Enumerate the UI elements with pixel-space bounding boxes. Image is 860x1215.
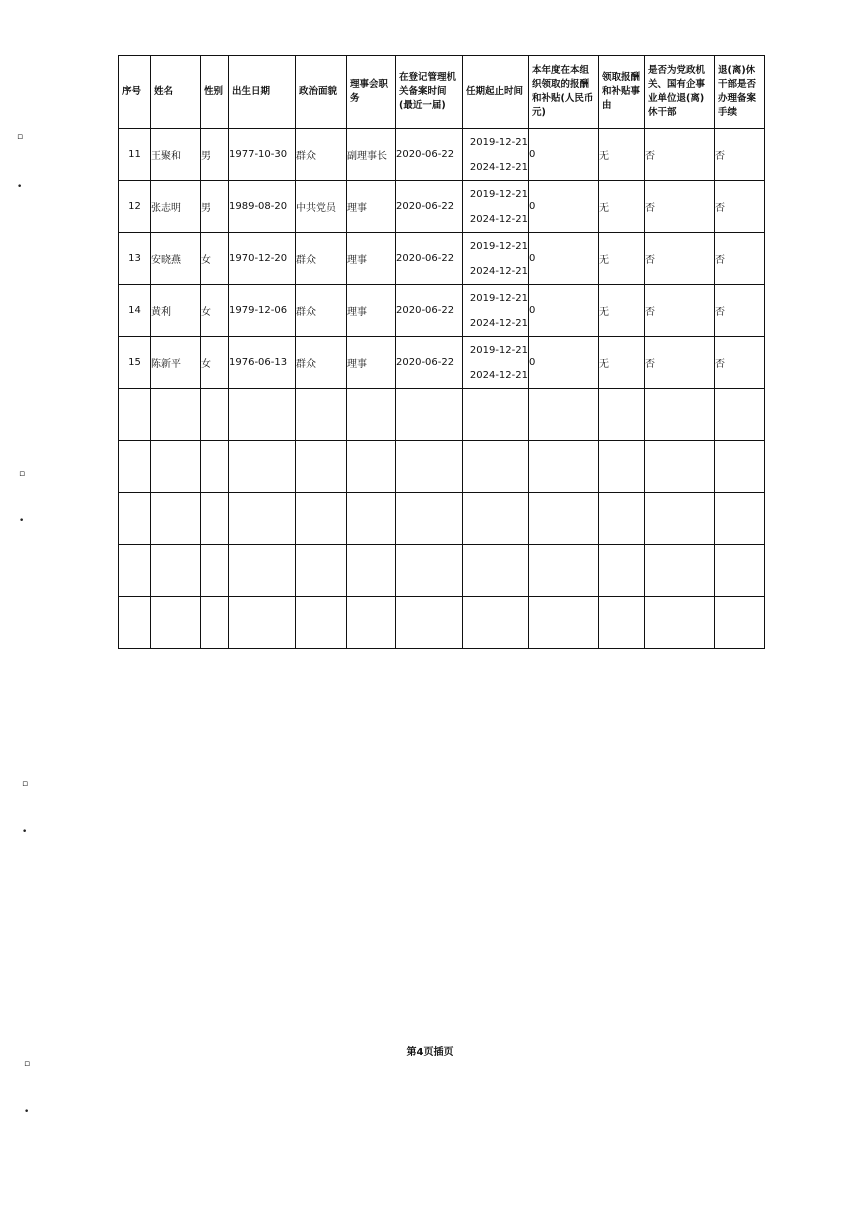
cell-name: 张志明	[151, 181, 201, 233]
header-cell: 任期起止时间	[463, 56, 529, 129]
cell-birth: 1977-10-30	[229, 129, 296, 181]
cell-no: 13	[119, 233, 151, 285]
cell-pay: 0	[529, 181, 599, 233]
cell-term	[463, 285, 529, 337]
header-cell: 本年度在本组织领取的报酬和补贴(人民币元)	[529, 56, 599, 129]
table-row	[119, 285, 765, 337]
scan-mark: ▫	[24, 1059, 31, 1069]
binding-hole-dot: •	[17, 182, 23, 192]
header-cell: 姓名	[151, 56, 201, 129]
cell-political: 群众	[296, 337, 347, 389]
cell-filing: 否	[715, 285, 765, 337]
scan-mark: ▫	[17, 132, 24, 142]
cell-gender: 女	[201, 233, 229, 285]
empty-table-row	[119, 545, 765, 597]
cell-reason: 无	[599, 233, 645, 285]
empty-table-row	[119, 493, 765, 545]
empty-table-row	[119, 597, 765, 649]
cell-reason: 无	[599, 337, 645, 389]
term-start: 2019-12-21	[469, 344, 528, 356]
cell-pay: 0	[529, 233, 599, 285]
cell-filing: 否	[715, 181, 765, 233]
term-start: 2019-12-21	[469, 136, 528, 148]
cell-position: 副理事长	[347, 129, 396, 181]
cell-birth: 1989-08-20	[229, 181, 296, 233]
term-end: 2024-12-21	[469, 317, 528, 329]
term-end: 2024-12-21	[469, 265, 528, 277]
cell-filing: 否	[715, 233, 765, 285]
cell-term	[463, 129, 529, 181]
cell-position: 理事	[347, 233, 396, 285]
cell-name: 黄利	[151, 285, 201, 337]
cell-name: 安晓燕	[151, 233, 201, 285]
table-row	[119, 181, 765, 233]
cell-retired: 否	[645, 129, 715, 181]
cell-no: 11	[119, 129, 151, 181]
header-cell: 政治面貌	[296, 56, 347, 129]
cell-political: 中共党员	[296, 181, 347, 233]
cell-no: 12	[119, 181, 151, 233]
term-start: 2019-12-21	[469, 188, 528, 200]
header-cell: 领取报酬和补贴事由	[599, 56, 645, 129]
cell-reason: 无	[599, 181, 645, 233]
council-members-table	[118, 55, 765, 649]
cell-pay: 0	[529, 285, 599, 337]
cell-term	[463, 337, 529, 389]
header-cell: 是否为党政机关、国有企事业单位退(离)休干部	[645, 56, 715, 129]
header-cell: 理事会职务	[347, 56, 396, 129]
cell-political: 群众	[296, 233, 347, 285]
binding-hole-dot: •	[19, 516, 25, 526]
cell-no: 15	[119, 337, 151, 389]
cell-reason: 无	[599, 285, 645, 337]
cell-filing: 否	[715, 337, 765, 389]
table-row	[119, 129, 765, 181]
cell-political: 群众	[296, 285, 347, 337]
cell-no: 14	[119, 285, 151, 337]
header-cell: 出生日期	[229, 56, 296, 129]
cell-filed: 2020-06-22	[396, 285, 463, 337]
table-row	[119, 233, 765, 285]
binding-hole-dot: •	[22, 827, 28, 837]
cell-name: 陈新平	[151, 337, 201, 389]
cell-birth: 1970-12-20	[229, 233, 296, 285]
term-end: 2024-12-21	[469, 161, 528, 173]
cell-term	[463, 233, 529, 285]
term-start: 2019-12-21	[469, 240, 528, 252]
cell-filed: 2020-06-22	[396, 181, 463, 233]
cell-gender: 女	[201, 337, 229, 389]
cell-gender: 男	[201, 129, 229, 181]
empty-table-row	[119, 389, 765, 441]
cell-birth: 1979-12-06	[229, 285, 296, 337]
cell-term	[463, 181, 529, 233]
scan-mark: ▫	[22, 779, 29, 789]
cell-political: 群众	[296, 129, 347, 181]
cell-position: 理事	[347, 181, 396, 233]
cell-gender: 男	[201, 181, 229, 233]
cell-retired: 否	[645, 337, 715, 389]
cell-filing: 否	[715, 129, 765, 181]
cell-retired: 否	[645, 233, 715, 285]
term-start: 2019-12-21	[469, 292, 528, 304]
term-end: 2024-12-21	[469, 213, 528, 225]
cell-position: 理事	[347, 285, 396, 337]
cell-retired: 否	[645, 285, 715, 337]
binding-hole-dot: •	[24, 1107, 30, 1117]
cell-retired: 否	[645, 181, 715, 233]
cell-pay: 0	[529, 129, 599, 181]
cell-pay: 0	[529, 337, 599, 389]
header-cell: 性别	[201, 56, 229, 129]
cell-gender: 女	[201, 285, 229, 337]
cell-filed: 2020-06-22	[396, 233, 463, 285]
term-end: 2024-12-21	[469, 369, 528, 381]
cell-name: 王聚和	[151, 129, 201, 181]
header-cell: 在登记管理机关备案时间(最近一届)	[396, 56, 463, 129]
cell-filed: 2020-06-22	[396, 337, 463, 389]
cell-position: 理事	[347, 337, 396, 389]
header-cell: 退(离)休干部是否办理备案手续	[715, 56, 765, 129]
cell-reason: 无	[599, 129, 645, 181]
page-footer: 第4页插页	[406, 1047, 454, 1058]
empty-table-row	[119, 441, 765, 493]
header-cell: 序号	[119, 56, 151, 129]
cell-birth: 1976-06-13	[229, 337, 296, 389]
table-row	[119, 337, 765, 389]
scan-mark: ▫	[19, 469, 26, 479]
table-header-row	[119, 56, 765, 129]
cell-filed: 2020-06-22	[396, 129, 463, 181]
